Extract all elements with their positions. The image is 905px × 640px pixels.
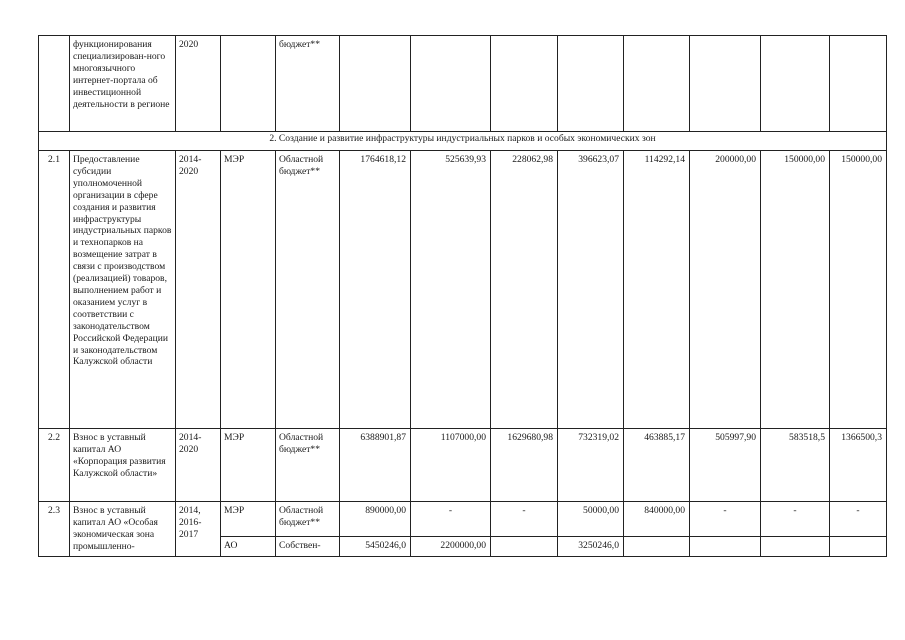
value-2015: 1629680,98 xyxy=(491,429,558,502)
measure-name: функционирования специализирован-ного многоязычного интернет-портала об инвестиционной деятельности в регионе xyxy=(70,36,176,132)
funding-source: Областной бюджет** xyxy=(276,502,340,537)
period: 2020 xyxy=(176,36,221,132)
value-2017: 840000,00 xyxy=(624,502,690,537)
value-2016: 396623,07 xyxy=(558,151,624,429)
value-2017 xyxy=(624,537,690,557)
value-total: 890000,00 xyxy=(340,502,411,537)
value-2016: 3250246,0 xyxy=(558,537,624,557)
section-title: 2. Создание и развитие инфраструктуры индустриальных парков и особых экономических зон xyxy=(39,132,887,151)
table-row xyxy=(39,502,887,537)
table-row xyxy=(39,429,887,502)
table-row xyxy=(39,36,887,132)
value-total: 6388901,87 xyxy=(340,429,411,502)
value-2017: 114292,14 xyxy=(624,151,690,429)
row-number: 2.2 xyxy=(39,429,70,502)
value-2018: 200000,00 xyxy=(690,151,761,429)
executor: МЭР xyxy=(221,502,276,537)
executor: МЭР xyxy=(221,429,276,502)
row-number xyxy=(39,36,70,132)
period: 2014-2020 xyxy=(176,151,221,429)
value-2019: 583518,5 xyxy=(761,429,830,502)
budget-table xyxy=(38,35,887,557)
value-2019: 150000,00 xyxy=(761,151,830,429)
value-2020: 150000,00 xyxy=(830,151,887,429)
value-2020: 1366500,3 xyxy=(830,429,887,502)
funding-source: Собствен- xyxy=(276,537,340,557)
value-total: 1764618,12 xyxy=(340,151,411,429)
value-2015 xyxy=(491,537,558,557)
executor xyxy=(221,36,276,132)
funding-source: Областной бюджет** xyxy=(276,429,340,502)
period: 2014-2020 xyxy=(176,429,221,502)
value-2019: - xyxy=(761,502,830,537)
value-2014: 1107000,00 xyxy=(411,429,491,502)
value-2019 xyxy=(761,537,830,557)
value-2014: - xyxy=(411,502,491,537)
value-2015: - xyxy=(491,502,558,537)
measure-name: Предоставление субсидии уполномоченной организации в сфере создания и развития инфраструктуры индустриальных парков и технопарков на возмещение затрат в связи с производством (реализацией) товаров, выполнением работ и оказанием услуг в соответствии с законодательством Российской Федерации и законодательством Калужской области xyxy=(70,151,176,429)
value-2016: 50000,00 xyxy=(558,502,624,537)
row-number: 2.3 xyxy=(39,502,70,557)
executor: АО xyxy=(221,537,276,557)
row-number: 2.1 xyxy=(39,151,70,429)
value-2018: - xyxy=(690,502,761,537)
period: 2014, 2016-2017 xyxy=(176,502,221,557)
measure-name: Взнос в уставный капитал АО «Особая экономическая зона промышленно- xyxy=(70,502,176,557)
funding-source: Областной бюджет** xyxy=(276,151,340,429)
value-total: 5450246,0 xyxy=(340,537,411,557)
value-2017: 463885,17 xyxy=(624,429,690,502)
value-2018: 505997,90 xyxy=(690,429,761,502)
section-header-row xyxy=(39,132,887,151)
value-2015: 228062,98 xyxy=(491,151,558,429)
measure-name: Взнос в уставный капитал АО «Корпорация развития Калужской области» xyxy=(70,429,176,502)
funding-source: бюджет** xyxy=(276,36,340,132)
executor: МЭР xyxy=(221,151,276,429)
value-2016: 732319,02 xyxy=(558,429,624,502)
table-row xyxy=(39,151,887,429)
value-2020: - xyxy=(830,502,887,537)
value-2014: 2200000,00 xyxy=(411,537,491,557)
value-2020 xyxy=(830,537,887,557)
value-2014: 525639,93 xyxy=(411,151,491,429)
value-2018 xyxy=(690,537,761,557)
